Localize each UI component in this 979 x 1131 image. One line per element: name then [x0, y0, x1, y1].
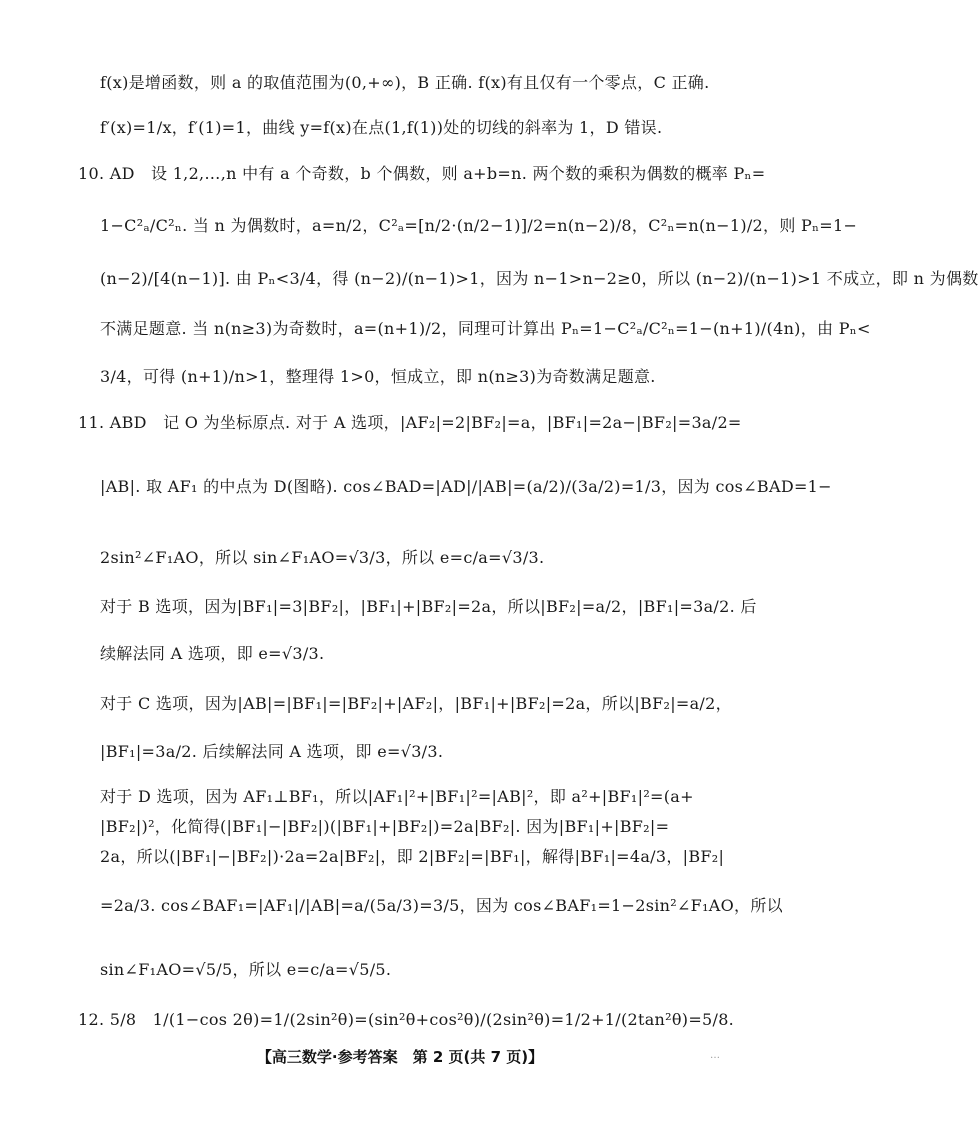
text-line: f(x)是增函数，则 a 的取值范围为(0,+∞)，B 正确. f(x)有且仅有一个零点，C 正确.	[100, 73, 710, 92]
text-line: 续解法同 A 选项，即 e=√3/3.	[100, 644, 325, 663]
text-line: 不满足题意. 当 n(n≥3)为奇数时，a=(n+1)/2，同理可计算出 Pₙ=1−C²ₐ/C²ₙ=1−(n+1)/(4n)，由 Pₙ<	[100, 319, 871, 338]
text-line: f′(x)=1/x，f′(1)=1，曲线 y=f(x)在点(1,f(1))处的切线的斜率为 1，D 错误.	[100, 118, 663, 137]
text-line: 1−C²ₐ/C²ₙ. 当 n 为偶数时，a=n/2，C²ₐ=[n/2·(n/2−1)]/2=n(n−2)/8，C²ₙ=n(n−1)/2，则 Pₙ=1−	[100, 216, 858, 235]
corner-mark: …	[710, 1050, 720, 1061]
page-footer: 【高三数学·参考答案 第 2 页(共 7 页)】	[256, 1048, 544, 1066]
text-line: 2sin²∠F₁AO，所以 sin∠F₁AO=√3/3，所以 e=c/a=√3/3.	[100, 548, 545, 567]
text-line: 10. AD 设 1,2,…,n 中有 a 个奇数，b 个偶数，则 a+b=n. 两个数的乘积为偶数的概率 Pₙ=	[78, 164, 766, 183]
text-line: |BF₁|=3a/2. 后续解法同 A 选项，即 e=√3/3.	[100, 742, 444, 761]
text-line: (n−2)/[4(n−1)]. 由 Pₙ<3/4，得 (n−2)/(n−1)>1，因为 n−1>n−2≥0，所以 (n−2)/(n−1)>1 不成立，即 n 为偶数	[100, 269, 979, 288]
text-line: 3/4，可得 (n+1)/n>1，整理得 1>0，恒成立，即 n(n≥3)为奇数满足题意.	[100, 367, 656, 386]
text-line: 12. 5/8 1/(1−cos 2θ)=1/(2sin²θ)=(sin²θ+cos²θ)/(2sin²θ)=1/2+1/(2tan²θ)=5/8.	[78, 1010, 735, 1029]
text-line: 对于 C 选项，因为|AB|=|BF₁|=|BF₂|+|AF₂|，|BF₁|+|BF₂|=2a，所以|BF₂|=a/2，	[100, 694, 732, 713]
text-line: |BF₂|)²，化简得(|BF₁|−|BF₂|)(|BF₁|+|BF₂|)=2a|BF₂|. 因为|BF₁|+|BF₂|=	[100, 817, 670, 836]
text-line: 对于 D 选项，因为 AF₁⊥BF₁，所以|AF₁|²+|BF₁|²=|AB|²，即 a²+|BF₁|²=(a+	[100, 787, 694, 806]
text-line: sin∠F₁AO=√5/5，所以 e=c/a=√5/5.	[100, 960, 392, 979]
text-line: 2a，所以(|BF₁|−|BF₂|)·2a=2a|BF₂|，即 2|BF₂|=|BF₁|，解得|BF₁|=4a/3，|BF₂|	[100, 847, 725, 866]
text-line: |AB|. 取 AF₁ 的中点为 D(图略). cos∠BAD=|AD|/|AB|=(a/2)/(3a/2)=1/3，因为 cos∠BAD=1−	[100, 477, 832, 496]
text-line: =2a/3. cos∠BAF₁=|AF₁|/|AB|=a/(5a/3)=3/5，因为 cos∠BAF₁=1−2sin²∠F₁AO，所以	[100, 896, 783, 915]
text-line: 11. ABD 记 O 为坐标原点. 对于 A 选项，|AF₂|=2|BF₂|=a，|BF₁|=2a−|BF₂|=3a/2=	[78, 413, 742, 432]
text-line: 对于 B 选项，因为|BF₁|=3|BF₂|，|BF₁|+|BF₂|=2a，所以|BF₂|=a/2，|BF₁|=3a/2. 后	[100, 597, 757, 616]
